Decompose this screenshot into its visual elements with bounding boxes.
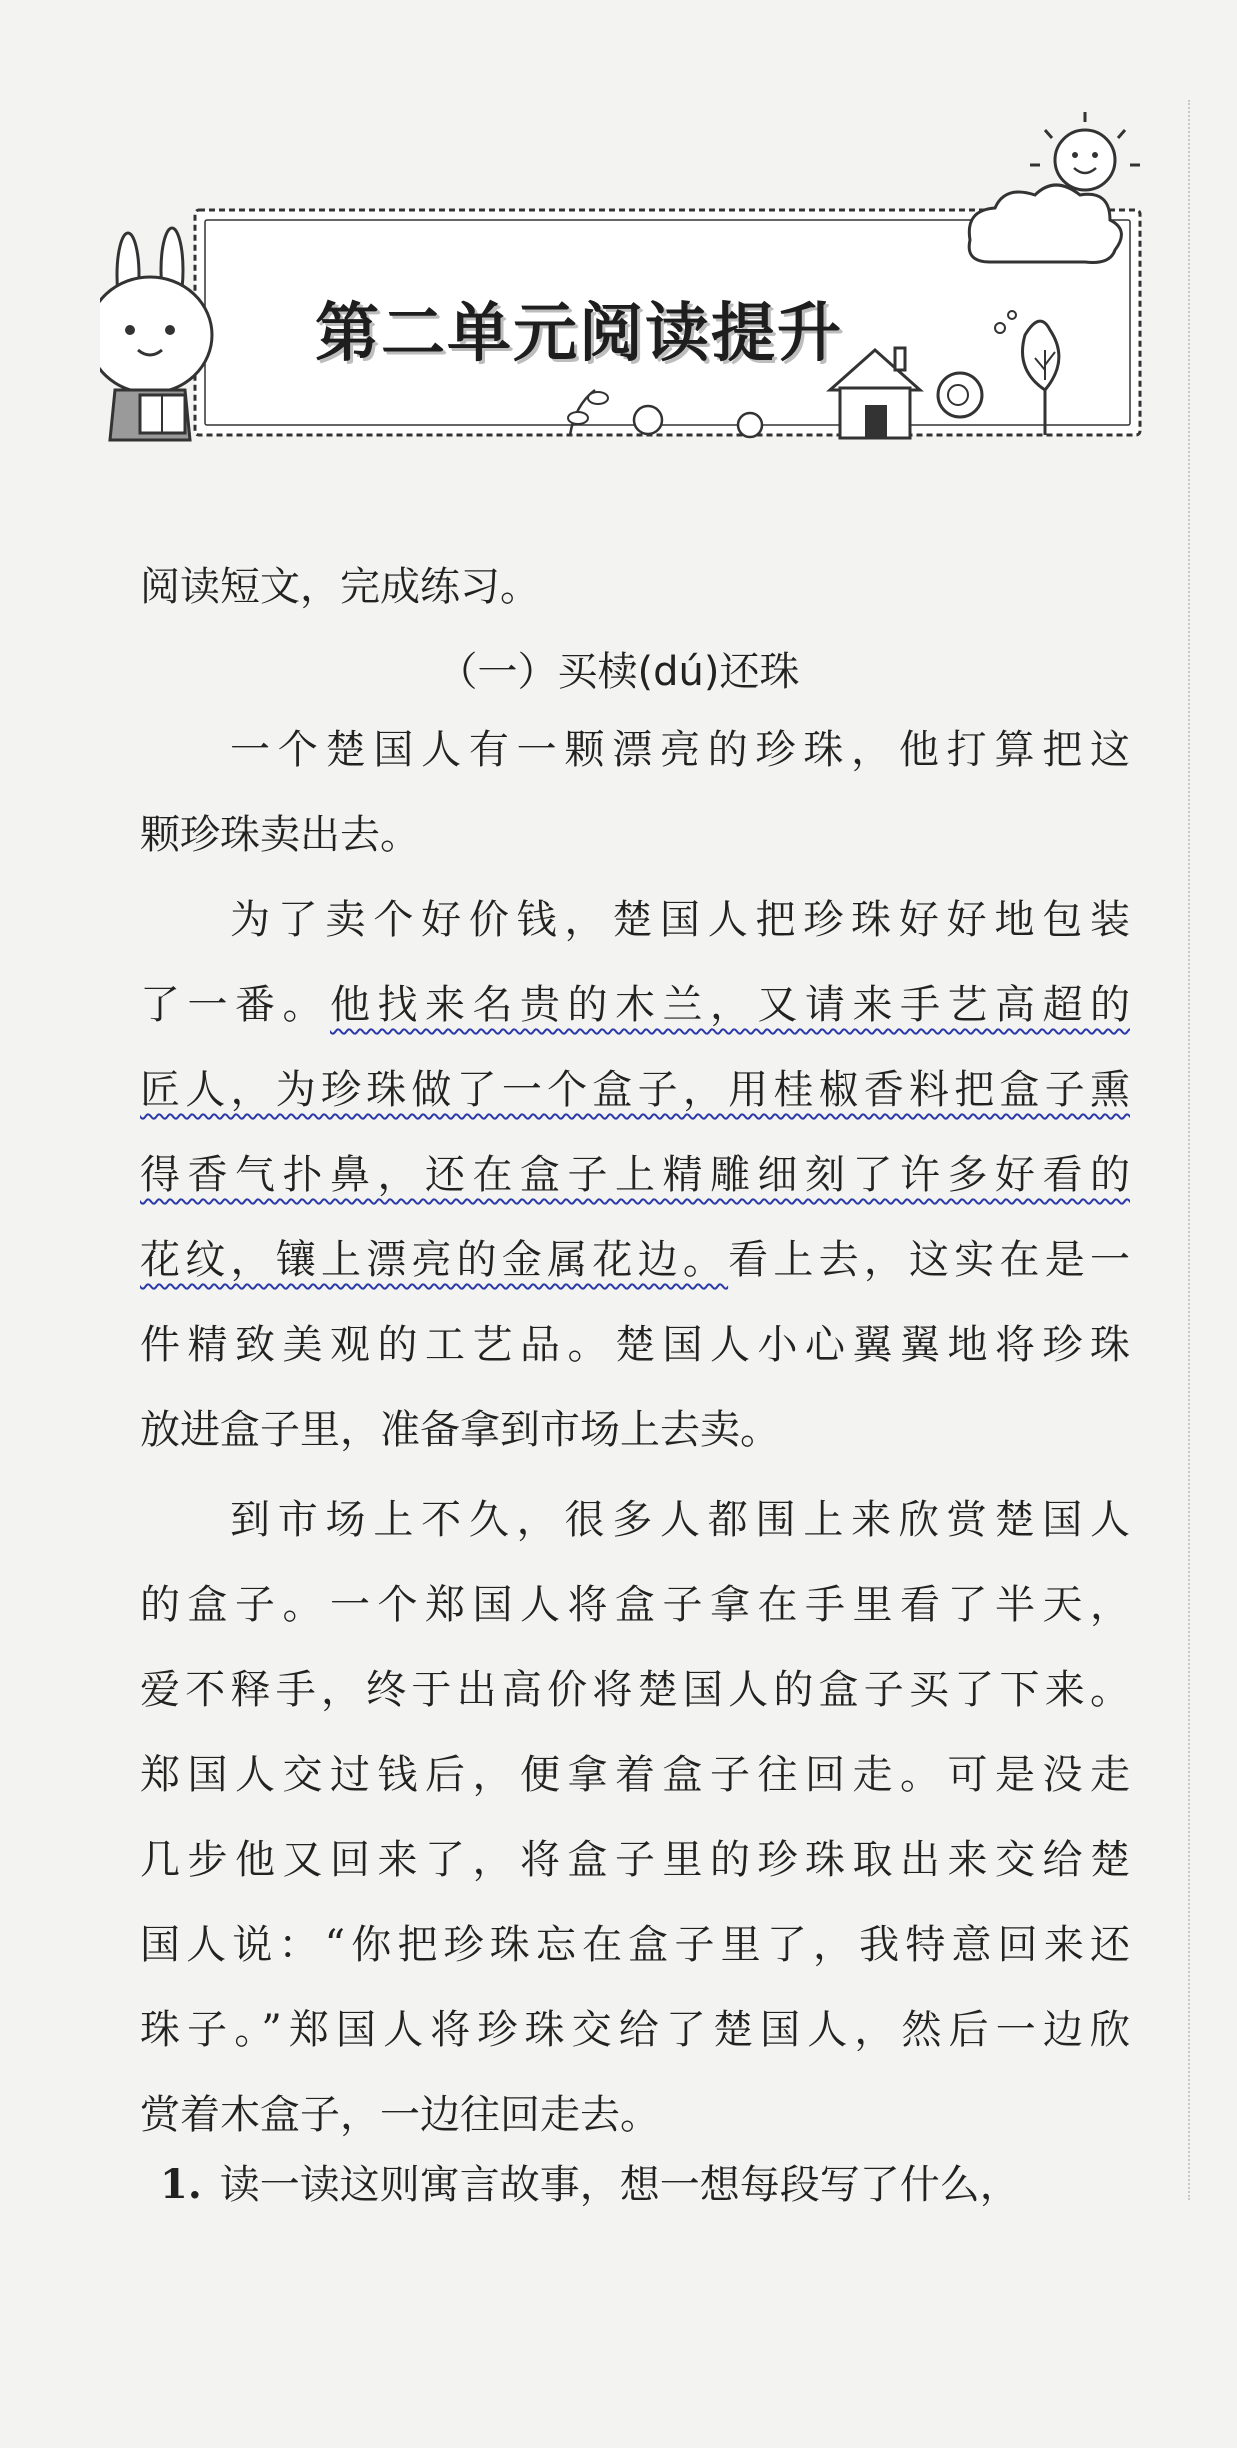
story-line: 放进盒子里，准备拿到市场上去卖。 <box>140 1407 780 1453</box>
story-line: 珠子。”郑国人将珍珠交给了楚国人，然后一边欣 <box>140 2007 1130 2053</box>
question-number: 1. <box>160 2161 202 2208</box>
question-1 <box>160 2155 1130 2215</box>
story-line <box>140 1060 1130 1120</box>
story-line: 颗珍珠卖出去。 <box>140 812 420 858</box>
cloud-icon <box>969 185 1121 263</box>
sun-icon <box>1030 112 1140 190</box>
underlined-passage: 花纹，镶上漂亮的金属花边。 <box>140 1237 729 1283</box>
story-line: 件精致美观的工艺品。楚国人小心翼翼地将珍珠 <box>140 1322 1130 1368</box>
story-line: 国人说：“你把珍珠忘在盒子里了，我特意回来还 <box>140 1922 1130 1968</box>
unit-header-banner <box>100 90 1160 470</box>
story-title: （一）买椟(dú)还珠 <box>437 649 800 695</box>
story-line: 郑国人交过钱后，便拿着盒子往回走。可是没走 <box>140 1752 1130 1798</box>
instruction-text: 阅读短文，完成练习。 <box>140 564 540 610</box>
unit-title: 第二单元阅读提升 <box>315 297 843 371</box>
story-line <box>140 1145 1130 1205</box>
story-line: 一个楚国人有一颗漂亮的珍珠，他打算把这 <box>230 727 1130 773</box>
story-line: 赏着木盒子，一边往回走去。 <box>140 2092 660 2138</box>
underlined-passage: 匠人，为珍珠做了一个盒子，用桂椒香料把盒子熏 <box>140 1067 1130 1113</box>
underlined-passage: 他找来名贵的木兰，又请来手艺高超的 <box>330 982 1130 1028</box>
story-line: 几步他又回来了，将盒子里的珍珠取出来交给楚 <box>140 1837 1130 1883</box>
story-line: 的盒子。一个郑国人将盒子拿在手里看了半天， <box>140 1582 1130 1628</box>
story-line: 到市场上不久，很多人都围上来欣赏楚国人 <box>230 1497 1130 1543</box>
story-text: 看上去，这实在是一 <box>728 1237 1131 1283</box>
story-line <box>140 1230 1130 1290</box>
margin-rule <box>1188 100 1190 2200</box>
story-line <box>140 975 1130 1035</box>
question-text: 读一读这则寓言故事，想一想每段写了什么， <box>219 2162 1020 2208</box>
story-line: 为了卖个好价钱，楚国人把珍珠好好地包装 <box>230 897 1130 943</box>
story-line: 爱不释手，终于出高价将楚国人的盒子买了下来。 <box>140 1667 1130 1713</box>
underlined-passage: 得香气扑鼻，还在盒子上精雕细刻了许多好看的 <box>140 1152 1130 1198</box>
story-text: 了一番。 <box>140 982 330 1028</box>
